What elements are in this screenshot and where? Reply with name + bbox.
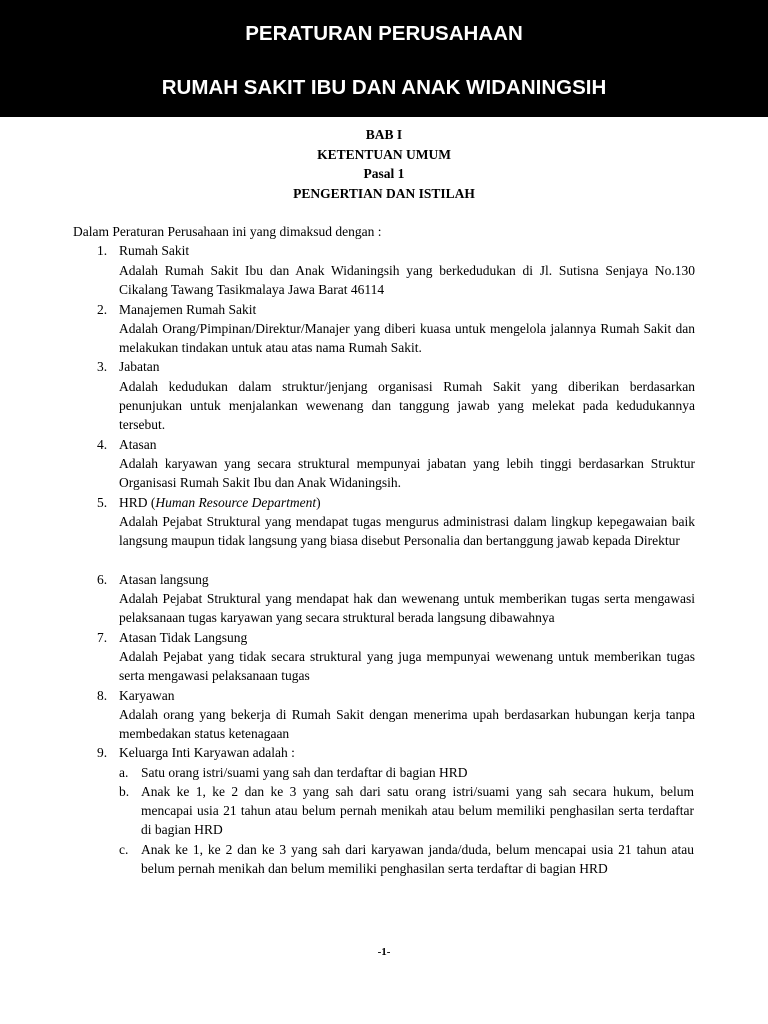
list-item-term: Atasan Tidak Langsung: [119, 630, 248, 645]
list-item-definition: Adalah Pejabat yang tidak secara struktural yang juga mempunyai wewenang untuk memberikan tugas serta mengawasi pelaksanaan tugas: [119, 649, 695, 683]
list-number: 2.: [97, 302, 108, 317]
page-number: -1-: [377, 946, 391, 958]
list-item-definition: Adalah Orang/Pimpinan/Direktur/Manajer yang diberi kuasa untuk mengelola jalannya Rumah Sakit dan melakukan tindakan untuk atau atas nama Rumah Sakit.: [119, 321, 695, 355]
banner-title-line-2: RUMAH SAKIT IBU DAN ANAK WIDANINGSIH: [161, 76, 607, 99]
banner-title-line-1: PERATURAN PERUSAHAAN: [245, 22, 523, 45]
list-item-term: Manajemen Rumah Sakit: [119, 302, 257, 317]
sublist-item: Anak ke 1, ke 2 dan ke 3 yang sah dari satu orang istri/suami yang sah secara hukum, belum mencapai usia 21 tahun atau belum pernah menikah atau belum memiliki penghasilan serta terdaftar di bagian HRD: [141, 784, 694, 837]
list-item-term: Keluarga Inti Karyawan adalah :: [119, 745, 295, 760]
list-item-definition: Adalah Rumah Sakit Ibu dan Anak Widaningsih yang berkedudukan di Jl. Sutisna Senjaya No.130 Cikalang Tawang Tasikmalaya Jawa Barat 46114: [119, 263, 695, 297]
sublist-letter: a.: [119, 765, 129, 780]
list-item-definition: Adalah karyawan yang secara struktural mempunyai jabatan yang lebih tinggi berdasarkan Struktur Organisasi Rumah Sakit Ibu dan Anak Widaningsih.: [119, 456, 695, 490]
chapter-title: KETENTUAN UMUM: [317, 147, 451, 162]
sublist-item: Satu orang istri/suami yang sah dan terdaftar di bagian HRD: [141, 765, 468, 780]
list-item-term: Jabatan: [119, 359, 160, 374]
list-item-term: Rumah Sakit: [119, 243, 190, 258]
list-item-definition: Adalah orang yang bekerja di Rumah Sakit dengan menerima upah berdasarkan hubungan kerja tanpa membedakan status ketenagaan: [119, 707, 695, 741]
term-text: HRD: [119, 495, 148, 510]
document-banner: [0, 0, 768, 117]
article-number: Pasal 1: [363, 166, 405, 181]
list-item-term: Atasan langsung: [119, 572, 209, 587]
article-title: PENGERTIAN DAN ISTILAH: [293, 186, 475, 201]
list-number: 8.: [97, 688, 108, 703]
list-number: 4.: [97, 437, 108, 452]
list-item-term: Atasan: [119, 437, 157, 452]
list-item-definition: Adalah kedudukan dalam struktur/jenjang organisasi Rumah Sakit yang diberikan berdasarkan penunjukan untuk menjalankan wewenang dan tanggung jawab yang melekat pada kedudukannya tersebut.: [119, 379, 695, 432]
intro-paragraph: Dalam Peraturan Perusahaan ini yang dimaksud dengan :: [73, 224, 382, 239]
term-italic-text: Human Resource Department: [155, 495, 317, 510]
list-number: 7.: [97, 630, 108, 645]
list-number: 3.: [97, 359, 108, 374]
list-number: 6.: [97, 572, 108, 587]
list-item-term: Karyawan: [119, 688, 175, 703]
sublist-letter: b.: [119, 784, 130, 799]
list-number: 1.: [97, 243, 108, 258]
list-number: 5.: [97, 495, 108, 510]
list-item-term: HRD (Human Resource Department): [119, 495, 321, 510]
list-item-definition: Adalah Pejabat Struktural yang mendapat tugas mengurus administrasi dalam lingkup kepegawaian baik langsung maupun tidak langsung yang biasa disebut Personalia dan bertanggung jawab kepada Direktur: [119, 514, 695, 548]
chapter-heading: BAB I: [365, 127, 403, 142]
list-number: 9.: [97, 745, 108, 760]
sublist-letter: c.: [119, 842, 129, 857]
list-item-definition: Adalah Pejabat Struktural yang mendapat hak dan wewenang untuk memberikan tugas serta mengawasi pelaksanaan tugas karyawan yang secara struktural berada langsung dibawahnya: [119, 591, 695, 625]
sublist-item: Anak ke 1, ke 2 dan ke 3 yang sah dari karyawan janda/duda, belum mencapai usia 21 tahun atau belum pernah menikah dan belum memiliki penghasilan serta terdaftar di bagian HRD: [141, 842, 694, 876]
